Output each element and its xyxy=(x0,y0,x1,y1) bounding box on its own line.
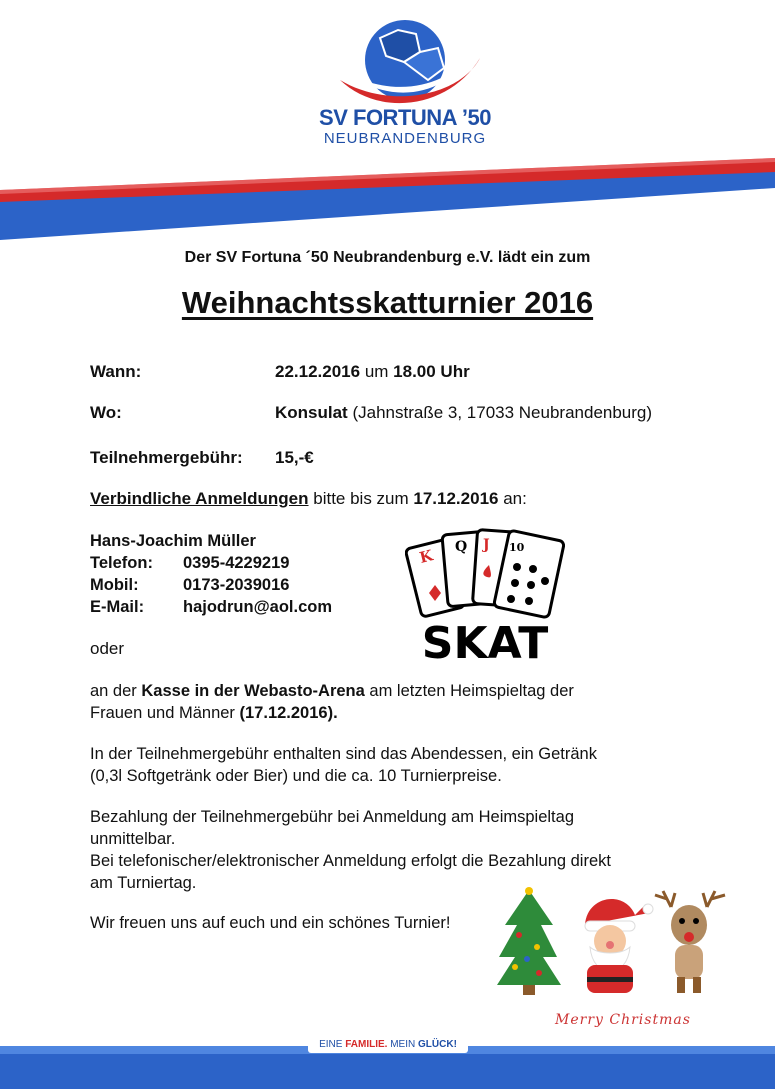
when-label: Wann: xyxy=(90,362,142,381)
club-city: NEUBRANDENBURG xyxy=(323,130,487,147)
payment-line2: unmittelbar. xyxy=(90,830,176,848)
registration-end: an: xyxy=(498,489,527,508)
when-mid: um xyxy=(360,362,394,381)
header-stripe xyxy=(0,150,775,245)
slogan xyxy=(308,1037,468,1053)
cashbox-pre: an der xyxy=(90,682,142,700)
registration-text: bitte bis zum xyxy=(308,489,414,508)
fee-value: 15,-€ xyxy=(275,448,314,467)
or-text: oder xyxy=(90,639,125,658)
phone-label: Telefon: xyxy=(90,554,153,572)
slogan-part1: EINE xyxy=(319,1039,346,1050)
christmas-tree-icon xyxy=(497,887,561,995)
cashbox-line2-text: Frauen und Männer xyxy=(90,704,240,722)
svg-text:Q: Q xyxy=(455,539,468,555)
where-label: Wo: xyxy=(90,403,122,422)
contact-email-row xyxy=(90,596,332,618)
contact-name: Hans-Joachim Müller xyxy=(90,532,256,550)
cashbox-line2 xyxy=(90,702,574,724)
intro-text: Der SV Fortuna ´50 Neubrandenburg e.V. lädt ein zum xyxy=(184,249,591,266)
payment-text xyxy=(90,806,611,894)
contact-phone-row xyxy=(90,552,332,574)
fee-label: Teilnehmergebühr: xyxy=(90,448,243,467)
svg-text:10: 10 xyxy=(509,541,525,554)
contact-mobile-row xyxy=(90,574,332,596)
included-text xyxy=(90,743,597,787)
page-title: Weihnachtsskatturnier 2016 xyxy=(181,285,594,320)
when-date: 22.12.2016 xyxy=(275,362,361,381)
slogan-part2: FAMILIE. xyxy=(345,1039,388,1050)
where-address: (Jahnstraße 3, 17033 Neubrandenburg) xyxy=(347,403,653,422)
payment-line4: am Turniertag. xyxy=(90,874,197,892)
where-value xyxy=(275,403,652,423)
skat-logo-text: SKAT xyxy=(421,618,549,665)
svg-text:J: J xyxy=(483,537,490,553)
mobile-label: Mobil: xyxy=(90,576,139,594)
merry-christmas-text: Merry Christmas xyxy=(555,1012,691,1028)
phone-value: 0395-4229219 xyxy=(183,554,290,572)
closing-text: Wir freuen uns auf euch und ein schönes Turnier! xyxy=(90,914,451,932)
reindeer-icon xyxy=(655,891,725,993)
email-value[interactable]: hajodrun@aol.com xyxy=(183,598,333,616)
registration-deadline: 17.12.2016 xyxy=(413,489,499,508)
slogan-part4: GLÜCK! xyxy=(418,1039,457,1050)
santa-icon xyxy=(585,899,653,993)
mobile-value: 0173-2039016 xyxy=(183,576,290,594)
cashbox-post: am letzten Heimspieltag der xyxy=(364,682,574,700)
registration-line xyxy=(90,488,527,510)
registration-lead: Verbindliche Anmeldungen xyxy=(90,489,309,508)
payment-line3: Bei telefonischer/elektronischer Anmeldung erfolgt die Bezahlung direkt xyxy=(90,852,611,870)
cashbox-line1 xyxy=(90,680,574,702)
slogan-part3: MEIN xyxy=(387,1039,419,1050)
svg-text:K: K xyxy=(417,546,435,567)
where-venue: Konsulat xyxy=(275,403,348,422)
included-line1: In der Teilnehmergebühr enthalten sind das Abendessen, ein Getränk xyxy=(90,745,597,763)
when-value xyxy=(275,362,470,382)
payment-line1: Bezahlung der Teilnehmergebühr bei Anmeldung am Heimspieltag xyxy=(90,808,574,826)
cashbox-place: Kasse in der Webasto-Arena xyxy=(141,682,365,700)
cashbox-date: (17.12.2016). xyxy=(239,704,338,722)
email-label: E-Mail: xyxy=(90,598,145,616)
when-time: 18.00 Uhr xyxy=(393,362,470,381)
skat-cards-icon xyxy=(405,525,565,665)
cashbox-text xyxy=(90,680,574,724)
christmas-illustration xyxy=(495,885,735,1000)
club-name: SV FORTUNA ’50 xyxy=(319,105,491,130)
included-line2: (0,3l Softgetränk oder Bier) und die ca. 10 Turnierpreise. xyxy=(90,767,502,785)
contact-block xyxy=(90,530,332,618)
